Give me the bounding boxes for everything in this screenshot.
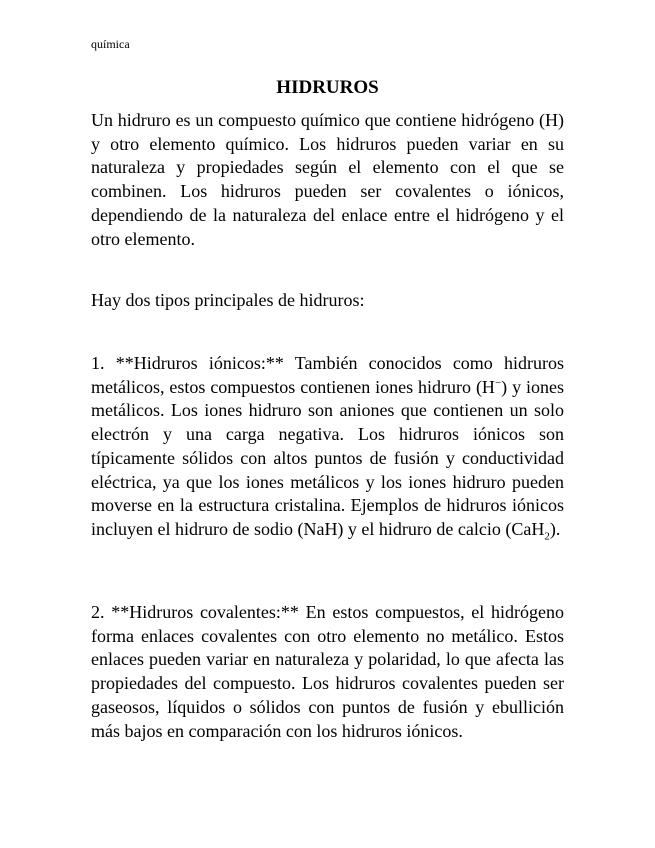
ionic-hydrides-paragraph bbox=[91, 352, 564, 542]
types-intro-paragraph: Hay dos tipos principales de hidruros: bbox=[91, 290, 365, 310]
hydride-ion-charge: − bbox=[494, 376, 502, 389]
ionic-text-start: 1. **Hidruros iónicos:** También conocidos como hidruros metálicos, estos compuestos contienen iones hidruro (H bbox=[91, 353, 564, 397]
page-header-label: química bbox=[91, 37, 130, 51]
covalent-hydrides-paragraph: 2. **Hidruros covalentes:** En estos compuestos, el hidrógeno forma enlaces covalentes con otro elemento no metálico. Estos enlaces pueden variar en naturaleza y polaridad, lo que afecta las propiedades del compuesto. Los hidruros covalentes pueden ser gaseosos, líquidos o sólidos con puntos de fusión y ebullición más bajos en comparación con los hidruros iónicos. bbox=[91, 602, 564, 741]
intro-paragraph: Un hidruro es un compuesto químico que contiene hidrógeno (H) y otro elemento químico. Los hidruros pueden variar en su naturaleza y propiedades según el elemento con el que se combinen. Los hidruros pueden ser covalentes o iónicos, dependiendo de la naturaleza del enlace entre el hidrógeno y el otro elemento. bbox=[91, 110, 564, 249]
calcium-hydride-subscript: 2 bbox=[544, 530, 550, 543]
ionic-text-middle: ) y iones metálicos. Los iones hidruro son aniones que contienen un solo electrón y una carga negativa. Los hidruros iónicos son típicamente sólidos con altos puntos de fusión y conductividad eléctrica, ya que los iones metálicos y los iones hidruro pueden moverse en la estructura cristalina. Ejemplos de hidruros iónicos incluyen el hidruro de sodio (NaH) y el hidruro de calcio (CaH bbox=[91, 376, 564, 539]
ionic-text-end: ). bbox=[549, 518, 561, 539]
document-title: HIDRUROS bbox=[276, 77, 379, 98]
